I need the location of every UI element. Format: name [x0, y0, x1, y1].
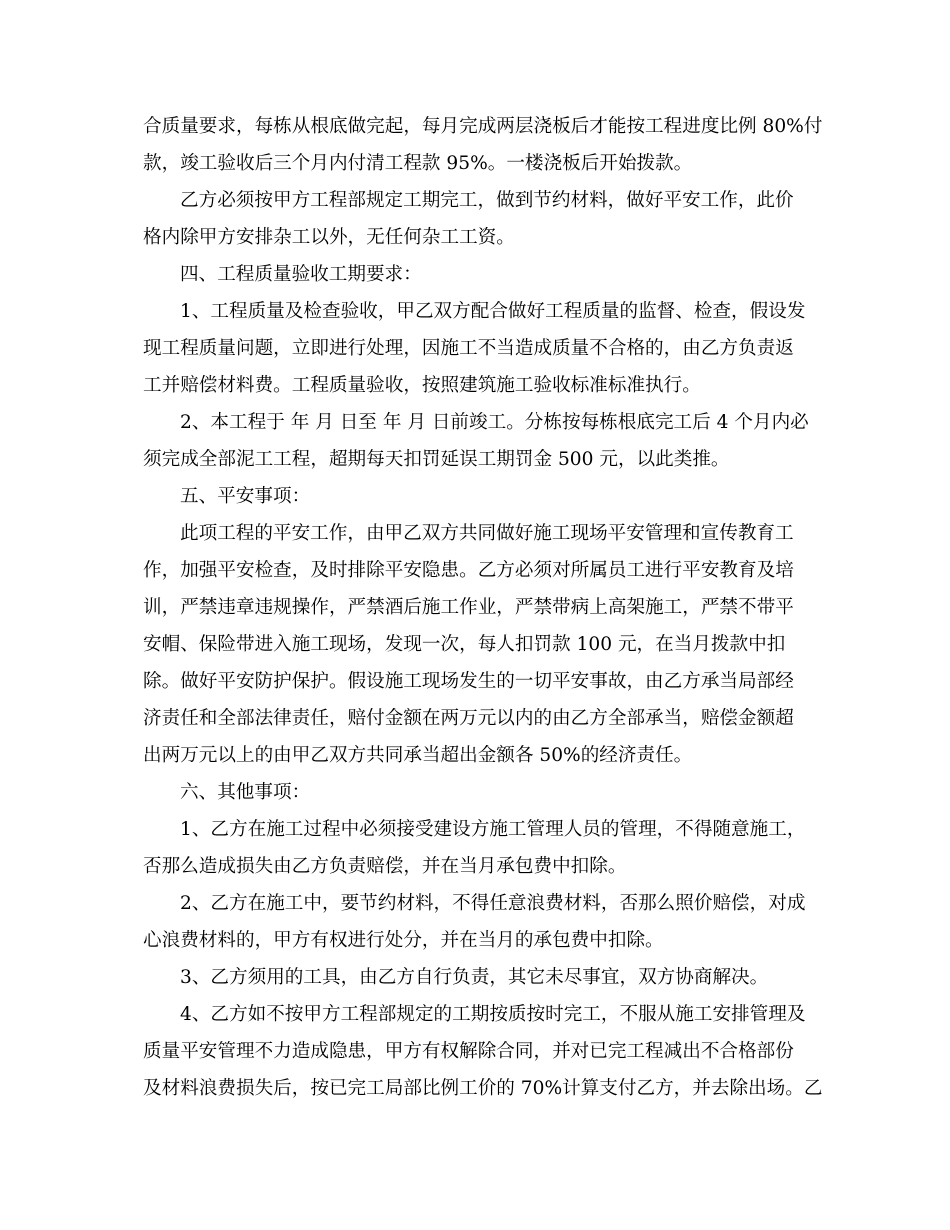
section-heading	[0, 778, 950, 808]
line-text: 2、本工程于 年 月 日至 年 月 日前竣工。分栋按每栋根底完工后 4 个月内必	[180, 412, 809, 433]
line-text: 款，竣工验收后三个月内付清工程款 95%。一楼浇板后开始拨款。	[143, 153, 693, 174]
paragraph-line	[0, 149, 950, 179]
paragraph-line	[0, 741, 950, 771]
paragraph-line	[0, 186, 950, 216]
paragraph-line	[0, 519, 950, 549]
line-text: 须完成全部泥工工程，超期每天扣罚延误工期罚金 500 元，以此类推。	[143, 449, 730, 470]
line-text: 济责任和全部法律责任，赔付金额在两万元以内的由乙方全部承当，赔偿金额超	[143, 708, 794, 729]
paragraph-line	[0, 963, 950, 993]
paragraph-line	[0, 223, 950, 253]
paragraph-line	[0, 926, 950, 956]
line-text: 及材料浪费损失后，按已完工局部比例工价的 70%计算支付乙方，并去除出场。乙	[143, 1078, 823, 1099]
line-text: 1、工程质量及检查验收，甲乙双方配合做好工程质量的监督、检查，假设发	[180, 301, 806, 322]
paragraph-line	[0, 1037, 950, 1067]
section-heading	[0, 260, 950, 290]
paragraph-line	[0, 556, 950, 586]
line-text: 现工程质量问题，立即进行处理，因施工不当造成质量不合格的，由乙方负责返	[143, 338, 794, 359]
line-text: 除。做好平安防护保护。假设施工现场发生的一切平安事故，由乙方承当局部经	[143, 671, 794, 692]
line-text: 五、平安事项：	[180, 486, 311, 507]
line-text: 作，加强平安检查，及时排除平安隐患。乙方必须对所属员工进行平安教育及培	[143, 560, 794, 581]
paragraph-line	[0, 445, 950, 475]
section-heading	[0, 482, 950, 512]
line-text: 质量平安管理不力造成隐患，甲方有权解除合同，并对已完工程减出不合格部份	[143, 1041, 794, 1062]
paragraph-line	[0, 112, 950, 142]
line-text: 格内除甲方安排杂工以外，无任何杂工工资。	[143, 227, 515, 248]
paragraph-line	[0, 371, 950, 401]
line-text: 否那么造成损失由乙方负责赔偿，并在当月承包费中扣除。	[143, 856, 627, 877]
line-text: 安帽、保险带进入施工现场，发现一次，每人扣罚款 100 元，在当月拨款中扣	[143, 634, 786, 655]
line-text: 3、乙方须用的工具，由乙方自行负责，其它未尽事宜，双方协商解决。	[180, 967, 769, 988]
line-text: 六、其他事项：	[180, 782, 311, 803]
paragraph-line	[0, 630, 950, 660]
line-text: 四、工程质量验收工期要求：	[180, 264, 422, 285]
paragraph-line	[0, 889, 950, 919]
line-text: 工并赔偿材料费。工程质量验收，按照建筑施工验收标准标准执行。	[143, 375, 701, 396]
paragraph-line	[0, 297, 950, 327]
line-text: 乙方必须按甲方工程部规定工期完工，做到节约材料，做好平安工作，此价	[180, 190, 794, 211]
line-text: 心浪费材料的，甲方有权进行处分，并在当月的承包费中扣除。	[143, 930, 664, 951]
line-text: 此项工程的平安工作，由甲乙双方共同做好施工现场平安管理和宣传教育工	[180, 523, 794, 544]
paragraph-line	[0, 408, 950, 438]
line-text: 2、乙方在施工中，要节约材料，不得任意浪费材料，否那么照价赔偿，对成	[180, 893, 806, 914]
paragraph-line	[0, 852, 950, 882]
line-text: 出两万元以上的由甲乙双方共同承当超出金额各 50%的经济责任。	[143, 745, 693, 766]
paragraph-line	[0, 334, 950, 364]
line-text: 合质量要求，每栋从根底做完起，每月完成两层浇板后才能按工程进度比例 80%付	[143, 116, 823, 137]
paragraph-line	[0, 1000, 950, 1030]
line-text: 4、乙方如不按甲方工程部规定的工期按质按时完工，不服从施工安排管理及	[180, 1004, 806, 1025]
line-text: 1、乙方在施工过程中必须接受建设方施工管理人员的管理，不得随意施工，	[180, 819, 806, 840]
paragraph-line	[0, 704, 950, 734]
paragraph-line	[0, 593, 950, 623]
paragraph-line	[0, 1074, 950, 1104]
paragraph-line	[0, 815, 950, 845]
line-text: 训，严禁违章违规操作，严禁酒后施工作业，严禁带病上高架施工，严禁不带平	[143, 597, 794, 618]
paragraph-line	[0, 667, 950, 697]
